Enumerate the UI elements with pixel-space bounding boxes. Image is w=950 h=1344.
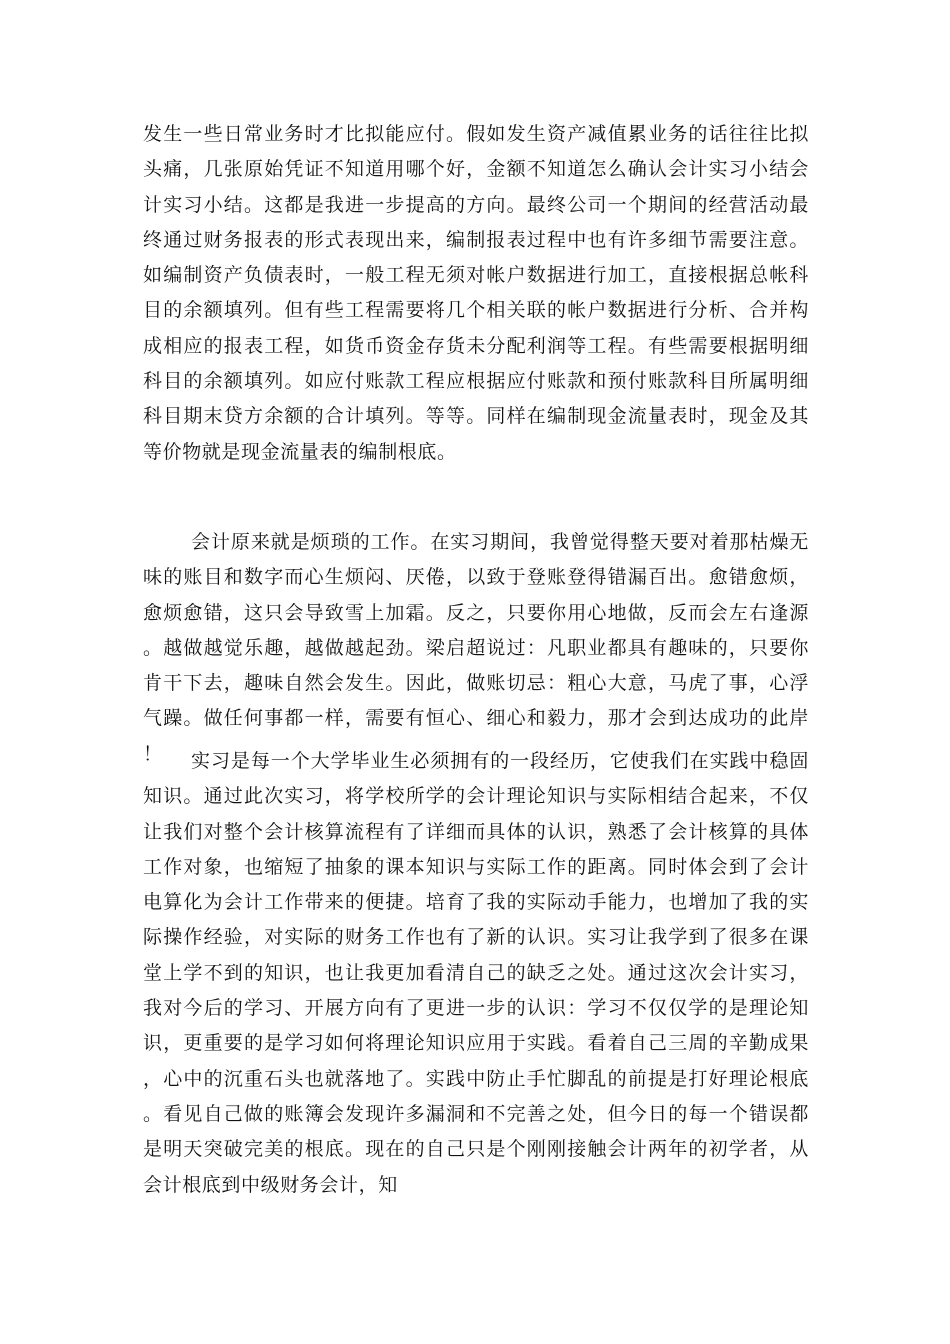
paragraph-accounting-attitude: 会计原来就是烦琐的工作。在实习期间，我曾觉得整天要对着那枯燥无味的账目和数字而心生烦闷、厌倦，以致于登账登得错漏百出。愈错愈烦，愈烦愈错，这只会导致雪上加霜。反之，只要你用心地做，反而会左右逢源。越做越觉乐趣，越做越起劲。梁启超说过：凡职业都具有趣味的，只要你肯干下去，趣味自然会发生。因此，做账切忌：粗心大意，马虎了事，心浮气躁。做任何事都一样，需要有恒心、细心和毅力，那才会到达成功的此岸！ (143, 531, 809, 765)
paragraph-internship-summary: 实习是每一个大学毕业生必须拥有的一段经历，它使我们在实践中稳固知识。通过此次实习，将学校所学的会计理论知识与实际相结合起来，不仅让我们对整个会计核算流程有了详细而具体的认识，熟悉了会计核算的具体工作对象，也缩短了抽象的课本知识与实际工作的距离。同时体会到了会计电算化为会计工作带来的便捷。培育了我的实际动手能力，也增加了我的实际操作经验，对实际的财务工作也有了新的认识。实习让我学到了很多在课堂上学不到的知识，也让我更加看清自己的缺乏之处。通过这次会计实习，我对今后的学习、开展方向有了更进一步的认识：学习不仅仅学的是理论知识，更重要的是学习如何将理论知识应用于实践。看着自己三周的辛勤成果，心中的沉重石头也就落地了。实践中防止手忙脚乱的前提是打好理论根底。看见自己做的账簿会发现许多漏洞和不完善之处，但今日的每一个错误都是明天突破完美的根底。现在的自己只是个刚刚接触会计两年的初学者，从会计根底到中级财务会计，知 (143, 750, 809, 1196)
paragraph-financial-statements: 发生一些日常业务时才比拟能应付。假如发生资产减值累业务的话往往比拟头痛，几张原始凭证不知道用哪个好，金额不知道怎么确认会计实习小结会计实习小结。这都是我进一步提高的方向。最终公司一个期间的经营活动最终通过财务报表的形式表现出来，编制报表过程中也有许多细节需要注意。如编制资产负债表时，一般工程无须对帐户数据进行加工，直接根据总帐科目的余额填列。但有些工程需要将几个相关联的帐户数据进行分析、合并构成相应的报表工程，如货币资金存货未分配利润等工程。有些需要根据明细科目的余额填列。如应付账款工程应根据应付账款和预付账款科目所属明细科目期末贷方余额的合计填列。等等。同样在编制现金流量表时，现金及其等价物就是现金流量表的编制根底。 (143, 123, 809, 463)
